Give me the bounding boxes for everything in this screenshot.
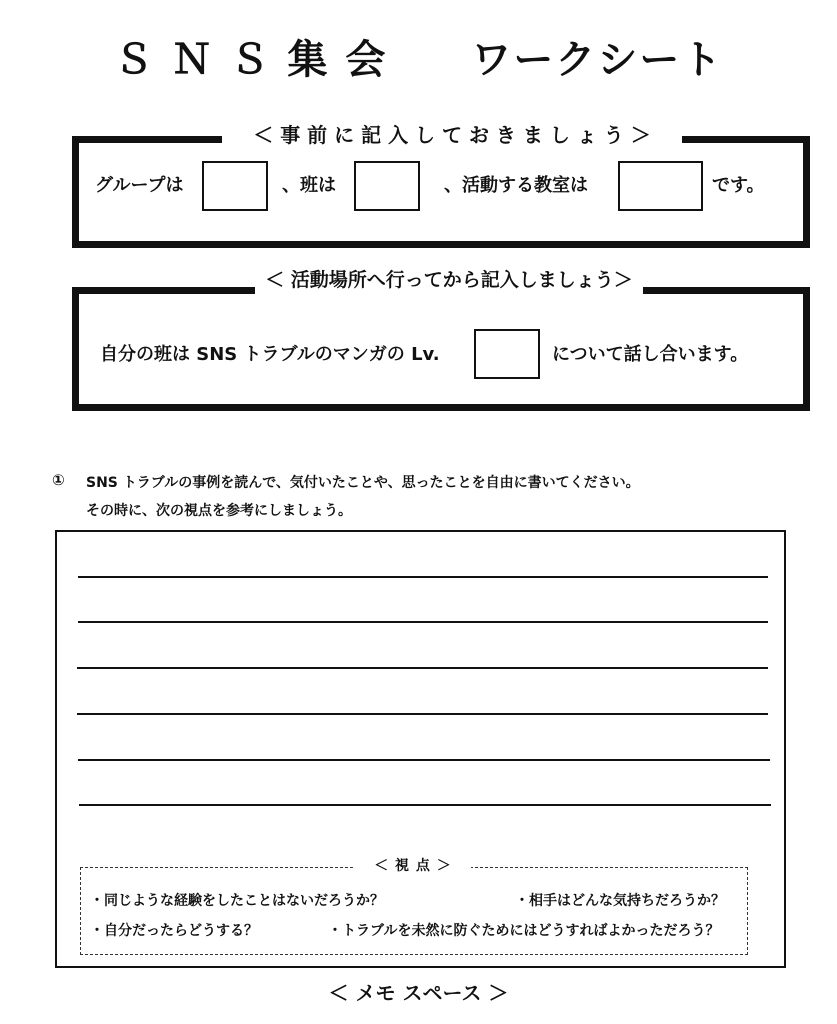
answer-line xyxy=(78,576,768,578)
answer-line xyxy=(77,713,768,715)
group-text: グループは xyxy=(95,175,184,196)
viewpoint-item: ・トラブルを未然に防ぐためにはどうすればよかっただろう？ xyxy=(328,923,720,939)
level-text-before: 自分の班は SNS トラブルのマンガの Lv. xyxy=(100,344,440,365)
answer-line xyxy=(78,759,770,761)
page-title: Ｓ Ｎ Ｓ 集 会 ワークシート xyxy=(113,37,724,83)
viewpoint-item: ・同じような経験をしたことはないだろうか？ xyxy=(90,893,384,909)
viewpoints-label: ＜ 視 点 ＞ xyxy=(355,856,471,876)
class-input[interactable] xyxy=(354,161,420,211)
level-input[interactable] xyxy=(474,329,540,379)
answer-line xyxy=(77,667,768,669)
viewpoint-item: ・相手はどんな気持ちだろうか？ xyxy=(515,893,725,909)
answer-line xyxy=(78,621,768,623)
class-text: 、班は xyxy=(282,175,336,196)
memo-space-label: ＜ メモ スペース ＞ xyxy=(328,981,509,1005)
answer-line xyxy=(79,804,771,806)
group-input[interactable] xyxy=(202,161,268,211)
end-text: です。 xyxy=(712,175,765,196)
question-line-1: SNS トラブルの事例を読んで、気付いたことや、思ったことを自由に書いてください。 xyxy=(86,475,640,491)
prework-label: ＜ 事 前 に 記 入 し て お き ま し ょ う ＞ xyxy=(222,120,682,150)
question-number: ① xyxy=(52,471,65,489)
level-text-after: について話し合います。 xyxy=(552,344,749,365)
room-text: 、活動する教室は xyxy=(444,175,588,196)
viewpoints-box xyxy=(80,867,748,955)
question-line-2: その時に、次の視点を参考にしましょう。 xyxy=(86,503,352,519)
onsite-label: ＜ 活動場所へ行ってから記入しましょう＞ xyxy=(255,264,643,296)
viewpoint-item: ・自分だったらどうする？ xyxy=(90,923,258,939)
room-input[interactable] xyxy=(618,161,703,211)
